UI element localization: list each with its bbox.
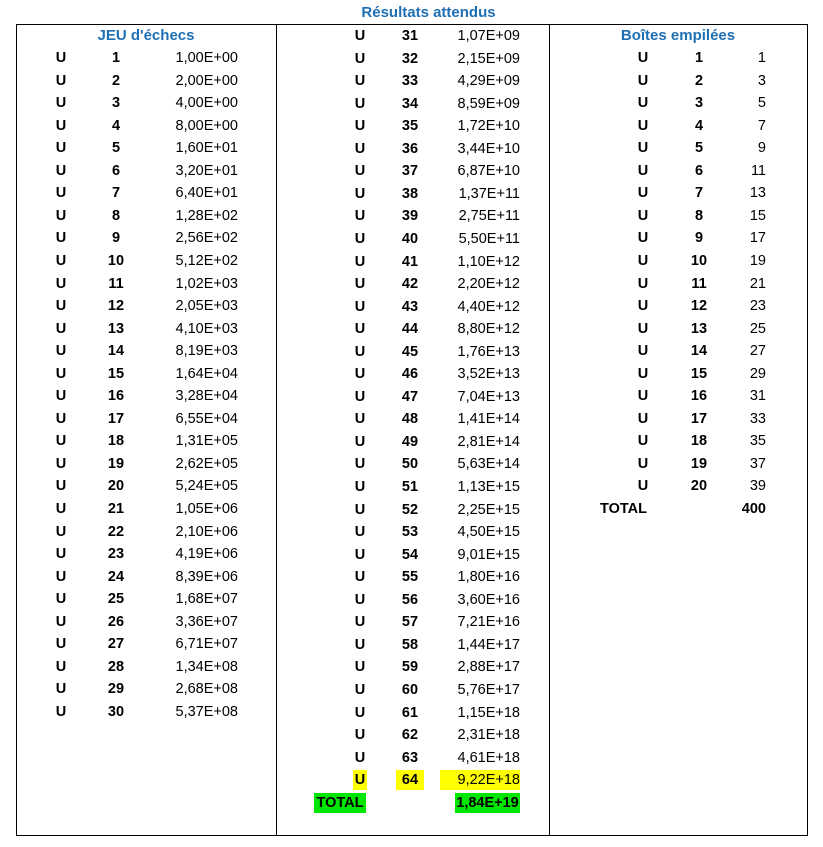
row-number: 1 bbox=[111, 50, 121, 66]
row-marker: U bbox=[637, 365, 649, 382]
row-marker: U bbox=[354, 321, 366, 338]
row-value: 1,34E+08 bbox=[175, 658, 238, 675]
row-value: 8,00E+00 bbox=[175, 117, 238, 134]
row-marker: U bbox=[55, 207, 67, 224]
row-number: 5 bbox=[694, 140, 704, 157]
row-number: 54 bbox=[401, 546, 419, 563]
row-value: 4,00E+00 bbox=[175, 95, 238, 112]
total-value: 400 bbox=[741, 501, 766, 517]
row-value: 1,60E+01 bbox=[175, 140, 238, 157]
row-value: 1,28E+02 bbox=[175, 207, 238, 224]
row-value: 2,81E+14 bbox=[457, 433, 520, 450]
row-number: 30 bbox=[107, 703, 125, 720]
row-number: 13 bbox=[690, 320, 708, 337]
row-marker: U bbox=[55, 50, 67, 66]
row-value: 3,52E+13 bbox=[457, 366, 520, 383]
row-marker: U bbox=[55, 162, 67, 179]
row-value: 3,36E+07 bbox=[175, 613, 238, 630]
row-marker: U bbox=[354, 591, 366, 608]
row-marker: U bbox=[637, 95, 649, 112]
row-marker: U bbox=[354, 118, 366, 135]
row-value: 6,71E+07 bbox=[175, 636, 238, 653]
row-marker: U bbox=[354, 614, 366, 631]
row-number: 8 bbox=[111, 207, 121, 224]
row-marker: U bbox=[354, 433, 366, 450]
row-value: 2,00E+00 bbox=[175, 72, 238, 89]
row-marker: U bbox=[637, 117, 649, 134]
row-value: 1,10E+12 bbox=[457, 253, 520, 270]
row-number: 2 bbox=[694, 72, 704, 89]
row-number: 12 bbox=[107, 298, 125, 315]
row-value: 19 bbox=[749, 252, 766, 269]
row-number: 50 bbox=[401, 456, 419, 473]
row-value: 1 bbox=[757, 50, 766, 66]
row-value: 1,37E+11 bbox=[458, 185, 520, 202]
row-number: 22 bbox=[107, 523, 125, 540]
row-value: 1,00E+00 bbox=[175, 50, 238, 66]
row-number: 18 bbox=[690, 433, 708, 450]
row-number: 2 bbox=[111, 72, 121, 89]
row-value: 2,62E+05 bbox=[175, 455, 238, 472]
row-value: 1,80E+16 bbox=[457, 569, 520, 586]
row-number: 11 bbox=[691, 275, 707, 292]
row-number: 40 bbox=[401, 230, 419, 247]
row-value: 1,76E+13 bbox=[457, 343, 520, 360]
row-marker: U bbox=[637, 140, 649, 157]
row-number: 17 bbox=[690, 410, 708, 427]
row-number: 7 bbox=[694, 185, 704, 202]
row-number: 35 bbox=[401, 118, 419, 135]
row-value: 2,56E+02 bbox=[175, 230, 238, 247]
row-value: 15 bbox=[749, 207, 766, 224]
row-marker: U bbox=[637, 388, 649, 405]
row-marker: U bbox=[55, 568, 67, 585]
row-number: 16 bbox=[107, 388, 125, 405]
row-number: 45 bbox=[401, 343, 419, 360]
row-value: 7,04E+13 bbox=[457, 388, 520, 405]
row-number: 48 bbox=[401, 411, 419, 428]
row-number: 27 bbox=[107, 636, 125, 653]
row-number: 64 bbox=[396, 770, 424, 790]
row-value: 35 bbox=[749, 433, 766, 450]
row-number: 29 bbox=[107, 681, 125, 698]
row-marker: U bbox=[354, 388, 366, 405]
row-number: 7 bbox=[111, 185, 121, 202]
row-marker: U bbox=[354, 343, 366, 360]
column-divider-right bbox=[807, 24, 808, 836]
row-value: 6,55E+04 bbox=[175, 410, 238, 427]
row-value: 8,39E+06 bbox=[175, 568, 238, 585]
row-value: 2,20E+12 bbox=[457, 276, 520, 293]
row-value: 2,25E+15 bbox=[457, 501, 520, 518]
row-value: 21 bbox=[749, 275, 766, 292]
row-value: 37 bbox=[749, 455, 766, 472]
row-marker: U bbox=[55, 343, 67, 360]
row-number: 10 bbox=[690, 252, 708, 269]
row-marker: U bbox=[354, 479, 366, 495]
row-value: 23 bbox=[749, 298, 766, 315]
row-value: 9 bbox=[757, 140, 766, 157]
row-value: 1,13E+15 bbox=[457, 479, 520, 495]
chess-column-title: JEU d'échecs bbox=[97, 27, 195, 44]
row-value: 5,12E+02 bbox=[175, 252, 238, 269]
row-value: 1,15E+18 bbox=[457, 704, 520, 721]
row-value: 1,72E+10 bbox=[457, 118, 520, 135]
row-value: 5,76E+17 bbox=[457, 681, 520, 698]
row-marker: U bbox=[637, 162, 649, 179]
row-value: 3 bbox=[757, 72, 766, 89]
row-value: 8,80E+12 bbox=[457, 321, 520, 338]
row-value: 1,07E+09 bbox=[457, 28, 520, 44]
row-number: 28 bbox=[107, 658, 125, 675]
row-marker: U bbox=[354, 411, 366, 428]
row-marker: U bbox=[354, 185, 366, 202]
row-marker: U bbox=[55, 140, 67, 157]
row-value: 13 bbox=[749, 185, 766, 202]
row-value: 5,63E+14 bbox=[457, 456, 520, 473]
row-value: 4,19E+06 bbox=[175, 546, 238, 563]
row-number: 26 bbox=[107, 613, 125, 630]
row-number: 55 bbox=[401, 569, 419, 586]
row-marker: U bbox=[354, 163, 366, 180]
row-number: 46 bbox=[401, 366, 419, 383]
row-marker: U bbox=[637, 410, 649, 427]
row-number: 37 bbox=[401, 163, 419, 180]
row-value: 2,15E+09 bbox=[457, 50, 520, 67]
row-number: 51 bbox=[401, 479, 419, 495]
row-number: 47 bbox=[401, 388, 419, 405]
row-value: 1,68E+07 bbox=[175, 591, 238, 608]
row-value: 4,40E+12 bbox=[457, 298, 520, 315]
row-value: 7 bbox=[757, 117, 766, 134]
row-number: 18 bbox=[107, 433, 125, 450]
row-marker: U bbox=[354, 704, 366, 721]
total-value: 1,84E+19 bbox=[456, 794, 519, 811]
row-number: 20 bbox=[107, 478, 125, 495]
row-marker: U bbox=[55, 591, 67, 608]
row-marker: U bbox=[55, 478, 67, 495]
row-value: 8,59E+09 bbox=[457, 95, 520, 112]
row-marker: U bbox=[55, 433, 67, 450]
row-marker: U bbox=[55, 613, 67, 630]
row-marker: U bbox=[55, 275, 67, 292]
row-value: 4,61E+18 bbox=[457, 749, 520, 766]
row-marker: U bbox=[354, 73, 366, 90]
row-number: 10 bbox=[107, 252, 125, 269]
row-number: 15 bbox=[107, 365, 125, 382]
row-value: 3,20E+01 bbox=[175, 162, 238, 179]
row-number: 11 bbox=[108, 275, 124, 292]
row-marker: U bbox=[637, 185, 649, 202]
row-marker: U bbox=[354, 524, 366, 541]
row-marker: U bbox=[55, 523, 67, 540]
row-value: 1,41E+14 bbox=[457, 411, 520, 428]
row-marker: U bbox=[637, 50, 649, 66]
column-divider-mid2 bbox=[549, 24, 550, 836]
row-marker: U bbox=[55, 410, 67, 427]
column-divider-left bbox=[16, 24, 17, 836]
row-marker: U bbox=[354, 569, 366, 586]
row-marker: U bbox=[55, 72, 67, 89]
row-value: 1,64E+04 bbox=[175, 365, 238, 382]
row-number: 19 bbox=[690, 455, 708, 472]
row-number: 24 bbox=[107, 568, 125, 585]
row-marker: U bbox=[354, 501, 366, 518]
row-marker: U bbox=[55, 636, 67, 653]
row-marker: U bbox=[55, 501, 67, 517]
row-marker: U bbox=[55, 298, 67, 315]
row-number: 56 bbox=[401, 591, 419, 608]
row-number: 62 bbox=[401, 727, 419, 744]
row-marker: U bbox=[354, 546, 366, 563]
row-number: 14 bbox=[690, 343, 708, 360]
row-value: 31 bbox=[749, 388, 766, 405]
row-value: 3,28E+04 bbox=[175, 388, 238, 405]
row-marker: U bbox=[55, 658, 67, 675]
row-marker: U bbox=[55, 230, 67, 247]
row-marker: U bbox=[55, 388, 67, 405]
row-number: 1 bbox=[694, 50, 704, 66]
boxes-column-title: Boîtes empilées bbox=[620, 27, 736, 44]
row-marker: U bbox=[354, 50, 366, 67]
row-number: 25 bbox=[107, 591, 125, 608]
row-value: 2,68E+08 bbox=[175, 681, 238, 698]
row-number: 9 bbox=[111, 230, 121, 247]
row-marker: U bbox=[55, 252, 67, 269]
row-number: 57 bbox=[401, 614, 419, 631]
row-value: 8,19E+03 bbox=[175, 343, 238, 360]
row-marker: U bbox=[637, 230, 649, 247]
row-value: 1,31E+05 bbox=[175, 433, 238, 450]
row-marker: U bbox=[354, 140, 366, 157]
row-value: 7,21E+16 bbox=[457, 614, 520, 631]
row-marker: U bbox=[55, 703, 67, 720]
row-value: 1,44E+17 bbox=[457, 636, 520, 653]
row-number: 32 bbox=[401, 50, 419, 67]
row-number: 6 bbox=[694, 162, 704, 179]
row-marker: U bbox=[637, 433, 649, 450]
row-value: 5 bbox=[757, 95, 766, 112]
row-value: 4,29E+09 bbox=[457, 73, 520, 90]
row-number: 19 bbox=[107, 455, 125, 472]
row-marker: U bbox=[354, 636, 366, 653]
row-marker: U bbox=[354, 230, 366, 247]
row-value: 4,50E+15 bbox=[457, 524, 520, 541]
row-marker: U bbox=[354, 659, 366, 676]
row-marker: U bbox=[55, 185, 67, 202]
row-marker: U bbox=[637, 252, 649, 269]
row-number: 36 bbox=[401, 140, 419, 157]
row-value: 1,05E+06 bbox=[175, 501, 238, 517]
total-label: TOTAL bbox=[314, 793, 366, 813]
table-bottom-border bbox=[16, 835, 808, 836]
row-number: 52 bbox=[401, 501, 419, 518]
row-number: 16 bbox=[690, 388, 708, 405]
row-number: 34 bbox=[401, 95, 419, 112]
table-top-border bbox=[16, 24, 808, 25]
row-marker: U bbox=[354, 95, 366, 112]
row-value: 33 bbox=[749, 410, 766, 427]
row-value: 17 bbox=[749, 230, 766, 247]
row-number: 23 bbox=[107, 546, 125, 563]
row-value: 1,02E+03 bbox=[175, 275, 238, 292]
row-number: 15 bbox=[690, 365, 708, 382]
row-number: 41 bbox=[401, 253, 419, 270]
row-marker: U bbox=[55, 117, 67, 134]
row-marker: U bbox=[354, 208, 366, 225]
row-marker: U bbox=[637, 275, 649, 292]
row-number: 4 bbox=[111, 117, 121, 134]
row-value: 2,75E+11 bbox=[458, 208, 520, 225]
row-number: 21 bbox=[107, 501, 125, 517]
row-number: 20 bbox=[690, 478, 708, 495]
row-number: 38 bbox=[401, 185, 419, 202]
row-value: 4,10E+03 bbox=[175, 320, 238, 337]
total-label: TOTAL bbox=[600, 501, 647, 517]
row-value: 2,05E+03 bbox=[175, 298, 238, 315]
row-value: 5,50E+11 bbox=[458, 230, 520, 247]
row-number: 33 bbox=[401, 73, 419, 90]
row-marker: U bbox=[55, 681, 67, 698]
row-marker: U bbox=[637, 298, 649, 315]
row-value: 11 bbox=[750, 162, 766, 179]
row-marker: U bbox=[354, 681, 366, 698]
row-value: 2,10E+06 bbox=[175, 523, 238, 540]
row-value: 29 bbox=[749, 365, 766, 382]
row-value: 2,88E+17 bbox=[457, 659, 520, 676]
row-value: 9,01E+15 bbox=[457, 546, 520, 563]
row-value: 5,24E+05 bbox=[175, 478, 238, 495]
row-value: 3,60E+16 bbox=[457, 591, 520, 608]
row-number: 3 bbox=[111, 95, 121, 112]
row-number: 9 bbox=[694, 230, 704, 247]
row-value: 6,40E+01 bbox=[175, 185, 238, 202]
row-marker: U bbox=[55, 546, 67, 563]
row-marker: U bbox=[354, 727, 366, 744]
row-marker: U bbox=[55, 365, 67, 382]
row-marker: U bbox=[354, 749, 366, 766]
row-number: 61 bbox=[401, 704, 419, 721]
row-marker: U bbox=[55, 320, 67, 337]
row-number: 17 bbox=[107, 410, 125, 427]
row-number: 6 bbox=[111, 162, 121, 179]
row-value: 2,31E+18 bbox=[457, 727, 520, 744]
row-marker: U bbox=[354, 772, 366, 789]
row-marker: U bbox=[55, 95, 67, 112]
row-marker: U bbox=[354, 28, 366, 44]
row-number: 3 bbox=[694, 95, 704, 112]
row-number: 42 bbox=[401, 276, 419, 293]
row-number: 43 bbox=[401, 298, 419, 315]
row-value: 9,22E+18 bbox=[440, 770, 520, 790]
row-number: 12 bbox=[690, 298, 708, 315]
row-number: 13 bbox=[107, 320, 125, 337]
row-number: 8 bbox=[694, 207, 704, 224]
row-marker: U bbox=[354, 253, 366, 270]
row-marker: U bbox=[637, 478, 649, 495]
row-value: 39 bbox=[749, 478, 766, 495]
row-number: 63 bbox=[401, 749, 419, 766]
row-marker: U bbox=[354, 366, 366, 383]
column-divider-mid1 bbox=[276, 24, 277, 836]
row-value: 25 bbox=[749, 320, 766, 337]
row-marker: U bbox=[637, 343, 649, 360]
row-number: 44 bbox=[401, 321, 419, 338]
row-value: 6,87E+10 bbox=[457, 163, 520, 180]
row-marker: U bbox=[637, 455, 649, 472]
row-number: 39 bbox=[401, 208, 419, 225]
row-marker: U bbox=[637, 320, 649, 337]
row-value: 27 bbox=[749, 343, 766, 360]
page-title: Résultats attendus bbox=[361, 4, 496, 21]
row-marker: U bbox=[354, 456, 366, 473]
row-number: 31 bbox=[401, 28, 419, 44]
row-value: 3,44E+10 bbox=[457, 140, 520, 157]
row-number: 60 bbox=[401, 681, 419, 698]
row-marker: U bbox=[354, 298, 366, 315]
row-value: 5,37E+08 bbox=[175, 703, 238, 720]
row-number: 5 bbox=[111, 140, 121, 157]
row-number: 53 bbox=[401, 524, 419, 541]
row-number: 59 bbox=[401, 659, 419, 676]
row-marker: U bbox=[637, 72, 649, 89]
row-marker: U bbox=[637, 207, 649, 224]
row-marker: U bbox=[55, 455, 67, 472]
row-number: 49 bbox=[401, 433, 419, 450]
row-marker: U bbox=[354, 276, 366, 293]
row-number: 58 bbox=[401, 636, 419, 653]
row-number: 14 bbox=[107, 343, 125, 360]
row-number: 4 bbox=[694, 117, 704, 134]
